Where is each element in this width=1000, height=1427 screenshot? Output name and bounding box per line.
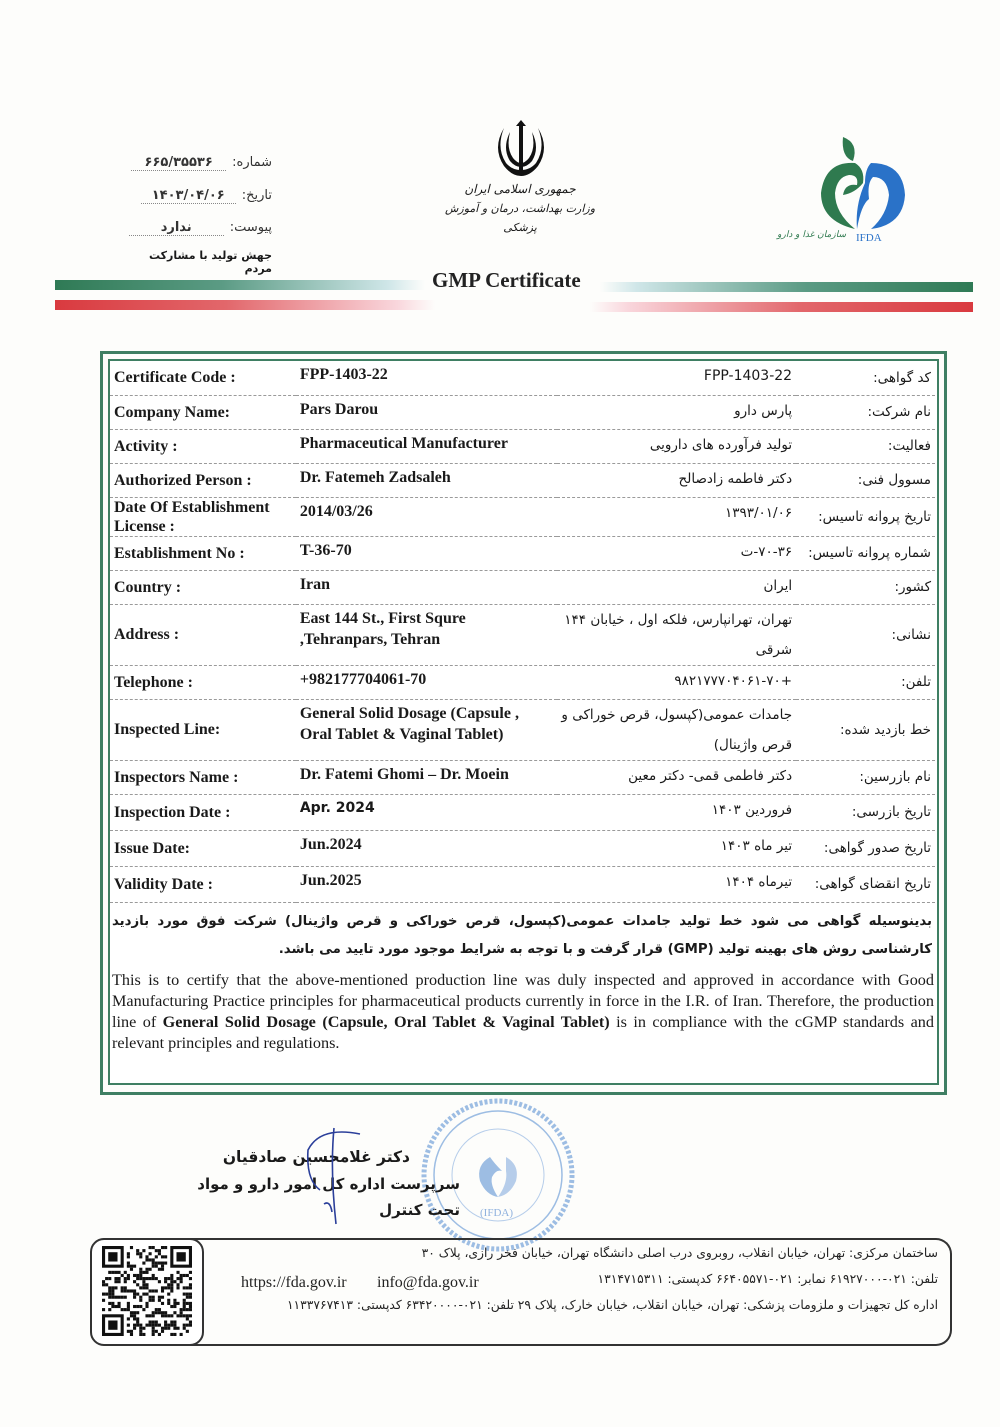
- english-statement-part1: This is to certify that the above-mentioned production line was duly inspected and approved in accordance with Good Manufacturing Practice principles for pharmaceutical products currently in force in the I.R. of Iran. Therefore, the production line of: [112, 971, 934, 1031]
- red-stripe-left: [55, 300, 435, 310]
- field-label-en: Country :: [110, 570, 296, 604]
- field-label-en: Activity :: [110, 429, 296, 463]
- field-value-fa: تیر ماه ۱۴۰۳: [557, 830, 796, 866]
- field-value-en: General Solid Dosage (Capsule , Oral Tablet & Vaginal Tablet): [296, 699, 557, 760]
- certificate-row: [110, 497, 935, 536]
- ifda-abbr: IFDA: [856, 232, 882, 244]
- letter-attachment-label: پیوست:: [229, 220, 272, 235]
- field-label-en: Company Name:: [110, 395, 296, 429]
- field-label-fa: شماره پروانه تاسیس:: [796, 536, 935, 570]
- field-label-en: Establishment No :: [110, 536, 296, 570]
- field-value-fa: دکتر فاطمه زادصالح: [557, 463, 796, 497]
- ifda-logo-icon: [815, 133, 910, 233]
- field-value-en: Dr. Fatemi Ghomi – Dr. Moein: [296, 760, 557, 794]
- field-value-fa: فروردین ۱۴۰۳: [557, 794, 796, 830]
- letter-number: [102, 155, 272, 171]
- field-label-en: Address :: [110, 604, 296, 665]
- footer-address-medical: اداره کل تجهیزات و ملزومات پزشکی: تهران، خیابان انقلاب، خیابان خارک، پلاک ۲۹ تلفن: ۰۲۱-۶۳۴۲۰۰۰۰ کدپستی: ۱۱۳۳۷۶۷۴۱۳: [286, 1298, 938, 1312]
- field-label-en: Inspected Line:: [110, 699, 296, 760]
- letter-number-value: ۶۶۵/۳۵۵۳۶: [131, 155, 226, 171]
- field-value-en: Iran: [296, 570, 557, 604]
- stamp-abbr: (IFDA): [480, 1207, 513, 1219]
- letter-number-label: شماره:: [232, 155, 272, 170]
- english-statement: [112, 970, 934, 1054]
- footer-contact-line: [598, 1272, 939, 1286]
- field-label-en: Authorized Person :: [110, 463, 296, 497]
- persian-statement: بدینوسیله گواهی می شود خط تولید جامدات عمومی(کپسول، قرص خوراکی و قرص واژینال) شرکت فوق مورد بازدید کارشناسی روش های بهینه تولید (GMP) قرار گرفت و با توجه به شرایط موجود مورد تایید می باشد.: [112, 914, 932, 957]
- certificate-title: GMP Certificate: [432, 268, 581, 292]
- certificate-row: [110, 536, 935, 570]
- letter-date: [102, 188, 272, 204]
- certificate-row: [110, 760, 935, 794]
- certificate-row: [110, 665, 935, 699]
- field-value-fa: پارس دارو: [557, 395, 796, 429]
- field-label-en: Certificate Code :: [110, 361, 296, 395]
- letter-attachment: [102, 220, 272, 236]
- field-label-fa: تاریخ بازرسی:: [796, 794, 935, 830]
- signatory-title: سرپرست اداره کل امور دارو و مواد تحت کنترل: [197, 1175, 460, 1219]
- iran-emblem-icon: [490, 118, 552, 180]
- english-statement-part2: is in compliance with the cGMP standards and relevant principles and regulations.: [112, 1013, 934, 1052]
- certificate-row: [110, 866, 935, 902]
- field-label-fa: نام شرکت:: [796, 395, 935, 429]
- field-value-fa: FPP-1403-22: [557, 361, 796, 395]
- field-value-en: Jun.2024: [296, 830, 557, 866]
- field-value-en: Jun.2025: [296, 866, 557, 902]
- ifda-persian-name: سازمان غذا و دارو: [777, 230, 846, 240]
- field-label-fa: خط بازدید شده:: [796, 699, 935, 760]
- field-label-en: Validity Date :: [110, 866, 296, 902]
- qr-code-icon[interactable]: [99, 1246, 195, 1336]
- footer-email[interactable]: info@fda.gov.ir: [377, 1274, 479, 1291]
- green-stripe-left: [55, 280, 425, 290]
- field-value-fa: ایران: [557, 570, 796, 604]
- field-value-fa: تولید فرآورده های دارویی: [557, 429, 796, 463]
- certificate-row: [110, 463, 935, 497]
- field-label-fa: نام بازرسین:: [796, 760, 935, 794]
- field-value-en: East 144 St., First Squre ,Tehranpars, Tehran: [296, 604, 557, 665]
- certificate-row: [110, 395, 935, 429]
- certificate-row: [110, 604, 935, 665]
- red-stripe-right: [590, 302, 973, 312]
- slogan: جهش تولید با مشارکت مردم: [149, 249, 272, 275]
- emblem-line-2: وزارت بهداشت، درمان و آموزش پزشکی: [444, 202, 596, 234]
- certificate-table: [110, 361, 935, 903]
- field-value-fa: ۷۰-۳۶-ت: [557, 536, 796, 570]
- certificate-row: [110, 699, 935, 760]
- field-value-en: T-36-70: [296, 536, 557, 570]
- signatory-name: دکتر غلامحسین صادقیان: [222, 1148, 410, 1166]
- qr-code-frame: [90, 1238, 204, 1346]
- field-label-en: Telephone :: [110, 665, 296, 699]
- field-label-en: Inspection Date :: [110, 794, 296, 830]
- field-label-fa: تاریخ انقضای گواهی:: [796, 866, 935, 902]
- field-label-fa: تاریخ پروانه تاسیس:: [796, 497, 935, 536]
- field-value-fa: ۱۳۹۳/۰۱/۰۶: [557, 497, 796, 536]
- field-value-en: +982177704061-70: [296, 665, 557, 699]
- footer-phones: تلفن: ۰۲۱-۶۱۹۲۷۰۰۰ نمابر: ۰۲۱-۶۶۴۰۵۵۷۱ کدپستی: ۱۳۱۴۷۱۵۳۱۱: [597, 1272, 938, 1286]
- field-value-en: Pars Darou: [296, 395, 557, 429]
- field-label-fa: کشور:: [796, 570, 935, 604]
- certificate-row: [110, 570, 935, 604]
- letter-date-value: ۱۴۰۳/۰۴/۰۶: [141, 188, 236, 204]
- certificate-row: [110, 361, 935, 395]
- field-value-en: Apr. 2024: [296, 794, 557, 830]
- field-value-en: Pharmaceutical Manufacturer: [296, 429, 557, 463]
- field-value-fa: جامدات عمومی(کپسول، قرص خوراکی و قرص واژینال): [557, 699, 796, 760]
- field-label-en: Date Of Establishment License :: [110, 497, 296, 536]
- certificate-row: [110, 429, 935, 463]
- field-label-fa: کد گواهی:: [796, 361, 935, 395]
- footer-address-central: ساختمان مرکزی: تهران، خیابان انقلاب، روبروی درب اصلی دانشگاه تهران، خیابان فخر رازی، پلاک ۳۰: [421, 1246, 938, 1260]
- field-label-fa: تاریخ صدور گواهی:: [796, 830, 935, 866]
- field-label-en: Issue Date:: [110, 830, 296, 866]
- field-value-fa: تیرماه ۱۴۰۴: [557, 866, 796, 902]
- field-value-en: Dr. Fatemeh Zadsaleh: [296, 463, 557, 497]
- handwritten-signature-icon: [300, 1120, 380, 1230]
- certificate-row: [110, 830, 935, 866]
- english-statement-bold: General Solid Dosage (Capsule, Oral Tablet & Vaginal Tablet): [162, 1013, 610, 1031]
- field-value-fa: +۹۸۲۱۷۷۷۰۴۰۶۱-۷۰: [557, 665, 796, 699]
- field-value-en: 2014/03/26: [296, 497, 557, 536]
- footer-website[interactable]: https://fda.gov.ir: [241, 1274, 347, 1291]
- field-label-fa: تلفن:: [796, 665, 935, 699]
- field-value-fa: تهران، تهرانپارس، فلکه اول ، خیابان ۱۴۴ شرقی: [557, 604, 796, 665]
- letter-attachment-value: ندارد: [129, 220, 224, 236]
- field-label-fa: مسوول فنی:: [796, 463, 935, 497]
- emblem-caption: [440, 180, 600, 237]
- emblem-line-1: جمهوری اسلامی ایران: [464, 182, 576, 196]
- letter-date-label: تاریخ:: [241, 188, 272, 203]
- field-label-fa: فعالیت:: [796, 429, 935, 463]
- field-value-fa: دکتر فاطمی قمی- دکتر معین: [557, 760, 796, 794]
- green-stripe-right: [600, 282, 973, 292]
- field-label-en: Inspectors Name :: [110, 760, 296, 794]
- field-value-en: FPP-1403-22: [296, 361, 557, 395]
- field-label-fa: نشانی:: [796, 604, 935, 665]
- certificate-row: [110, 794, 935, 830]
